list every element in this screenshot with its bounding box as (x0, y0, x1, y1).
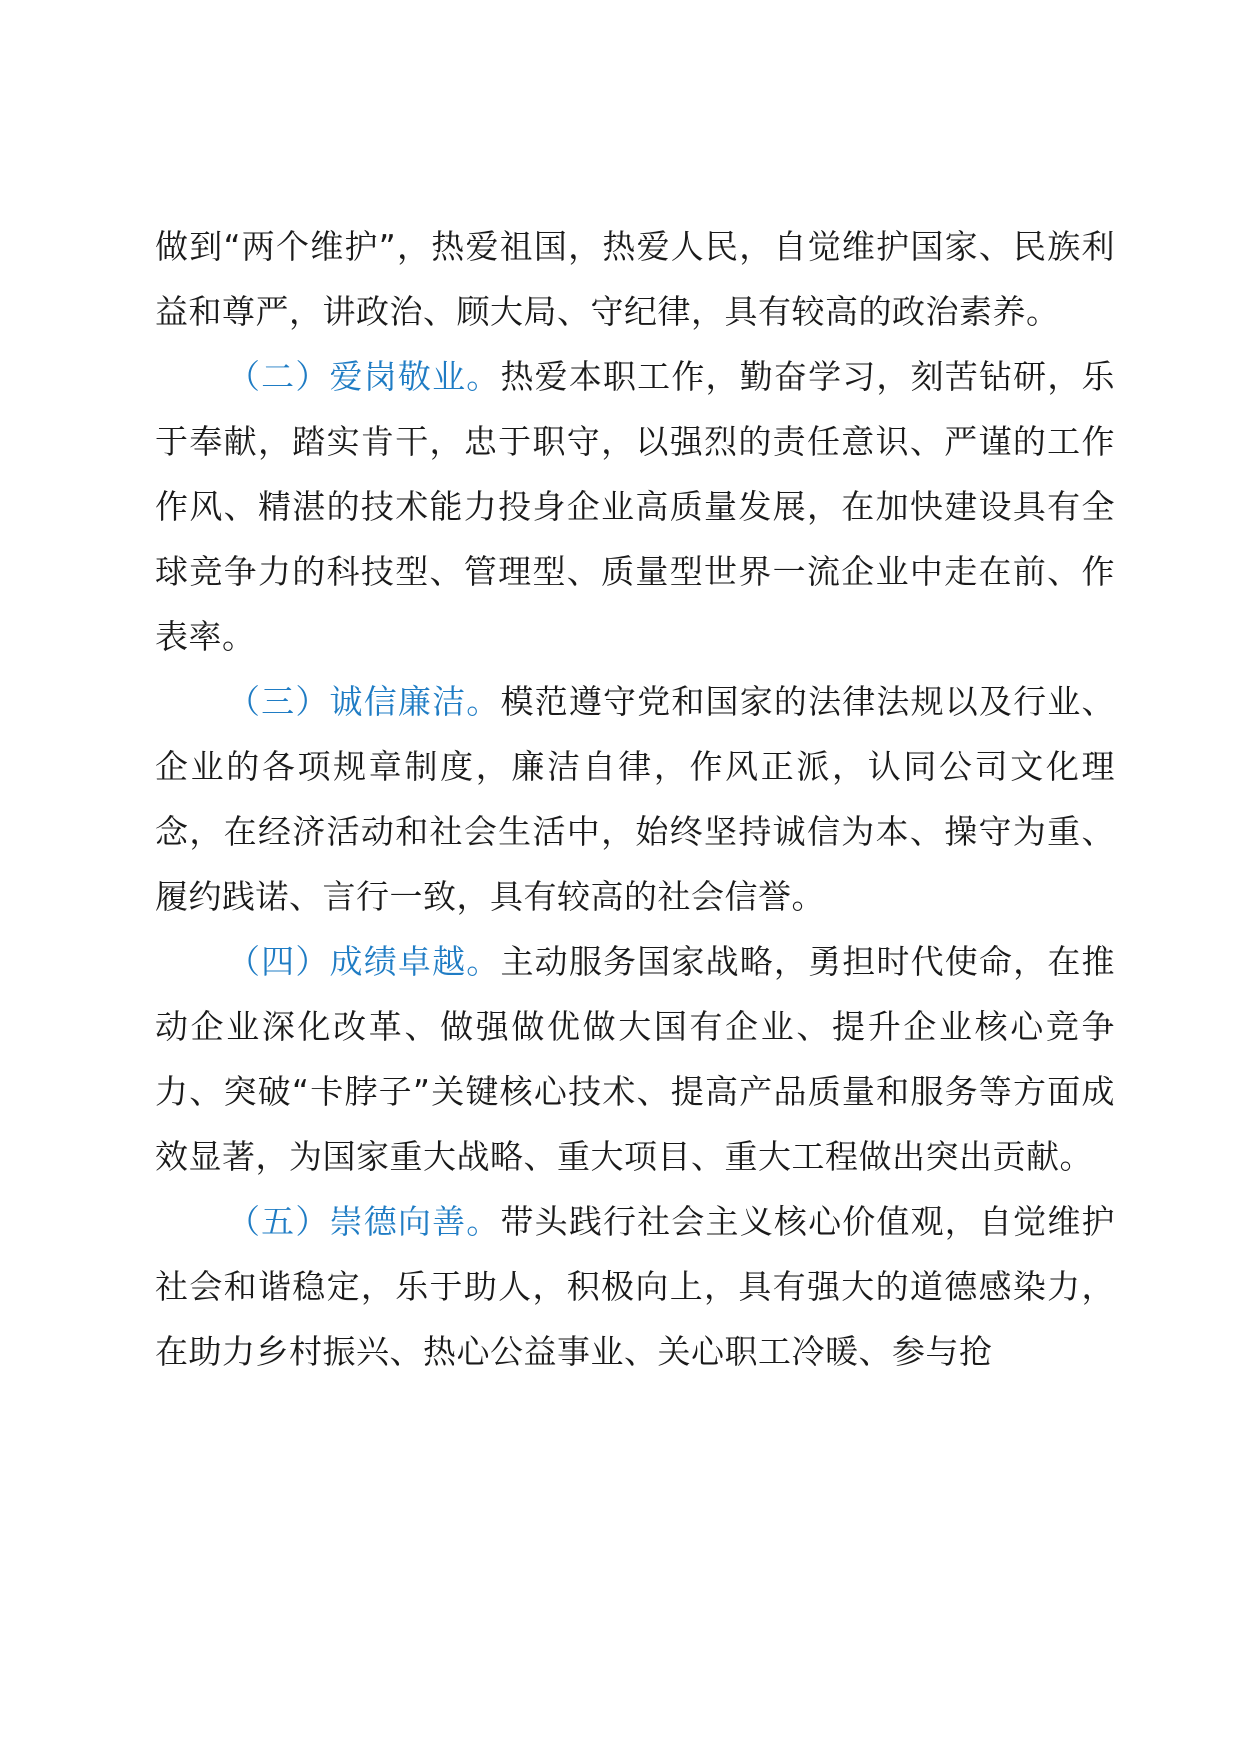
paragraph-continued (155, 214, 1115, 344)
paragraph-section-2 (155, 344, 1115, 669)
paragraph-body: 模范遵守党和国家的法律法规以及行业、企业的各项规章制度，廉洁自律，作风正派，认同公司文化理念，在经济活动和社会生活中，始终坚持诚信为本、操守为重、履约践诺、言行一致，具有较高的社会信誉。 (155, 682, 1116, 916)
paragraph-body: 做到“两个维护”，热爱祖国，热爱人民，自觉维护国家、民族利益和尊严，讲政治、顾大局、守纪律，具有较高的政治素养。 (155, 227, 1115, 331)
section-heading: （五）崇德向善。 (227, 1202, 501, 1241)
paragraph-section-3 (155, 669, 1115, 929)
paragraph-section-5 (155, 1189, 1115, 1384)
paragraph-body: 带头践行社会主义核心价值观，自觉维护社会和谐稳定，乐于助人，积极向上，具有强大的道德感染力，在助力乡村振兴、热心公益事业、关心职工冷暖、参与抢 (155, 1202, 1116, 1371)
section-heading: （三）诚信廉洁。 (227, 682, 501, 721)
section-heading: （四）成绩卓越。 (227, 942, 501, 981)
document-body (155, 214, 1115, 1384)
section-heading: （二）爱岗敬业。 (227, 357, 501, 396)
paragraph-body: 主动服务国家战略，勇担时代使命，在推动企业深化改革、做强做优做大国有企业、提升企业核心竞争力、突破“卡脖子”关键核心技术、提高产品质量和服务等方面成效显著，为国家重大战略、重大项目、重大工程做出突出贡献。 (155, 942, 1116, 1176)
paragraph-body: 热爱本职工作，勤奋学习，刻苦钻研，乐于奉献，踏实肯干，忠于职守，以强烈的责任意识、严谨的工作作风、精湛的技术能力投身企业高质量发展，在加快建设具有全球竞争力的科技型、管理型、质量型世界一流企业中走在前、作表率。 (155, 357, 1116, 656)
paragraph-section-4 (155, 929, 1115, 1189)
